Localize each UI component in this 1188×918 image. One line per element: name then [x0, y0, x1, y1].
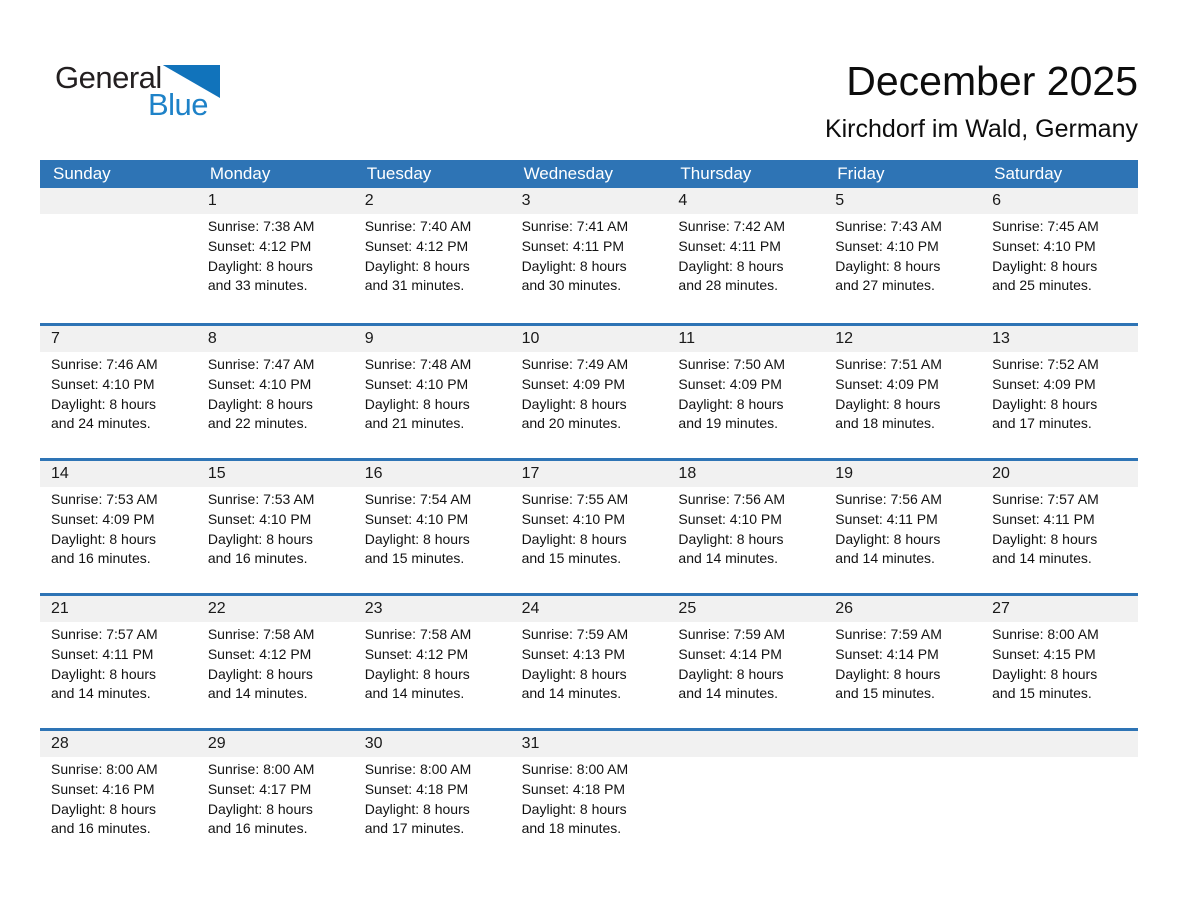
day-cell [981, 214, 1138, 306]
day-number: 28 [51, 735, 69, 752]
day-cell [197, 757, 354, 849]
sunset-text: Sunset: 4:09 PM [678, 375, 782, 392]
daylight-text-line2: and 15 minutes. [364, 550, 465, 567]
page-subtitle: Kirchdorf im Wald, Germany [824, 115, 1138, 143]
sunrise-text: Sunrise: 7:54 AM [364, 491, 472, 507]
sunset-text: Sunset: 4:12 PM [364, 237, 469, 254]
sunrise-text: Sunrise: 7:41 AM [521, 218, 629, 234]
day-details-row [40, 487, 1138, 579]
sunset-text: Sunset: 4:11 PM [521, 237, 625, 254]
day-number: 20 [992, 465, 1010, 482]
day-number: 1 [207, 192, 217, 209]
weekday-wednesday: Wednesday [523, 164, 614, 183]
day-cell [667, 214, 824, 306]
daylight-text-line1: Daylight: 8 hours [835, 530, 941, 547]
daylight-text-line2: and 24 minutes. [51, 415, 151, 432]
sunrise-text: Sunrise: 7:42 AM [678, 218, 786, 234]
week-row [40, 323, 1138, 458]
daylight-text-line1: Daylight: 8 hours [207, 257, 313, 274]
weekday-monday: Monday [209, 164, 271, 183]
day-cell [511, 622, 668, 714]
day-number: 25 [678, 600, 697, 617]
daylight-text-line2: and 16 minutes. [51, 550, 151, 567]
sunset-text: Sunset: 4:11 PM [51, 645, 154, 662]
sunrise-text: Sunrise: 7:46 AM [51, 356, 158, 372]
day-details-row [40, 352, 1138, 444]
sunrise-text: Sunrise: 7:56 AM [678, 491, 786, 507]
daylight-text-line2: and 16 minutes. [207, 820, 308, 837]
empty-day-cell [981, 757, 1138, 849]
daylight-text-line1: Daylight: 8 hours [51, 395, 157, 412]
sunset-text: Sunset: 4:12 PM [207, 237, 312, 254]
weekday-header-row [40, 160, 1138, 188]
day-number: 14 [51, 465, 69, 482]
day-number: 22 [207, 600, 226, 617]
daylight-text-line2: and 33 minutes. [207, 277, 308, 294]
day-number: 16 [364, 465, 383, 482]
day-details-row [40, 757, 1138, 849]
sunrise-text: Sunrise: 7:43 AM [835, 218, 942, 234]
day-number-band [40, 731, 1138, 757]
day-number: 8 [207, 330, 217, 347]
daylight-text-line1: Daylight: 8 hours [364, 665, 470, 682]
sunrise-text: Sunrise: 8:00 AM [51, 761, 158, 777]
sunset-text: Sunset: 4:09 PM [992, 375, 1096, 392]
day-cell [354, 352, 511, 444]
sunset-text: Sunset: 4:14 PM [678, 645, 782, 662]
empty-day-number [824, 731, 981, 757]
day-cell [981, 622, 1138, 714]
daylight-text-line1: Daylight: 8 hours [992, 395, 1098, 412]
day-number: 3 [521, 192, 531, 209]
day-cell [354, 214, 511, 306]
sunset-text: Sunset: 4:10 PM [51, 375, 155, 392]
sunset-text: Sunset: 4:09 PM [521, 375, 626, 392]
day-number: 15 [207, 465, 226, 482]
sunrise-text: Sunrise: 7:59 AM [678, 626, 786, 642]
daylight-text-line2: and 15 minutes. [835, 685, 935, 702]
day-cell [824, 352, 981, 444]
sunset-text: Sunset: 4:10 PM [992, 237, 1096, 254]
daylight-text-line1: Daylight: 8 hours [521, 530, 627, 547]
sunset-text: Sunset: 4:18 PM [521, 780, 626, 797]
sunrise-text: Sunrise: 7:49 AM [521, 356, 629, 372]
sunrise-text: Sunrise: 7:52 AM [992, 356, 1099, 372]
logo-text-blue: Blue [147, 87, 208, 122]
empty-day-number [667, 731, 824, 757]
day-cell [824, 487, 981, 579]
sunset-text: Sunset: 4:10 PM [364, 510, 469, 527]
daylight-text-line1: Daylight: 8 hours [207, 395, 313, 412]
daylight-text-line1: Daylight: 8 hours [992, 530, 1098, 547]
daylight-text-line2: and 28 minutes. [678, 277, 779, 294]
sunrise-text: Sunrise: 7:51 AM [835, 356, 942, 372]
sunset-text: Sunset: 4:09 PM [835, 375, 939, 392]
sunrise-text: Sunrise: 7:59 AM [835, 626, 942, 642]
daylight-text-line2: and 14 minutes. [678, 685, 779, 702]
day-number-band [40, 188, 1138, 214]
day-cell [667, 487, 824, 579]
empty-day-cell [40, 214, 197, 306]
sunrise-text: Sunrise: 8:00 AM [992, 626, 1099, 642]
daylight-text-line2: and 25 minutes. [992, 277, 1092, 294]
week-row [40, 188, 1138, 323]
daylight-text-line2: and 17 minutes. [364, 820, 465, 837]
daylight-text-line1: Daylight: 8 hours [51, 665, 157, 682]
sunset-text: Sunset: 4:12 PM [207, 645, 312, 662]
empty-day-cell [667, 757, 824, 849]
daylight-text-line1: Daylight: 8 hours [521, 800, 627, 817]
sunset-text: Sunset: 4:11 PM [678, 237, 781, 254]
day-cell [197, 622, 354, 714]
general-blue-logo [55, 60, 220, 122]
sunrise-text: Sunrise: 7:38 AM [207, 218, 315, 234]
sunrise-text: Sunrise: 7:58 AM [207, 626, 315, 642]
day-number: 2 [364, 192, 374, 209]
daylight-text-line1: Daylight: 8 hours [364, 800, 470, 817]
sunrise-text: Sunrise: 7:57 AM [992, 491, 1099, 507]
daylight-text-line2: and 14 minutes. [678, 550, 779, 567]
daylight-text-line1: Daylight: 8 hours [51, 530, 157, 547]
sunset-text: Sunset: 4:15 PM [992, 645, 1096, 662]
sunrise-text: Sunrise: 7:53 AM [207, 491, 315, 507]
daylight-text-line2: and 21 minutes. [364, 415, 465, 432]
day-number: 7 [51, 330, 60, 347]
sunrise-text: Sunrise: 7:47 AM [207, 356, 315, 372]
sunrise-text: Sunrise: 7:53 AM [51, 491, 158, 507]
daylight-text-line1: Daylight: 8 hours [678, 530, 784, 547]
day-cell [824, 622, 981, 714]
sunset-text: Sunset: 4:10 PM [364, 375, 469, 392]
day-number: 31 [521, 735, 540, 752]
weekday-tuesday: Tuesday [366, 164, 432, 183]
day-number: 27 [992, 600, 1010, 617]
sunset-text: Sunset: 4:12 PM [364, 645, 469, 662]
day-number: 10 [521, 330, 540, 347]
day-cell [511, 352, 668, 444]
day-number: 21 [51, 600, 69, 617]
daylight-text-line1: Daylight: 8 hours [521, 665, 627, 682]
day-number: 24 [521, 600, 540, 617]
daylight-text-line2: and 16 minutes. [207, 550, 308, 567]
sunset-text: Sunset: 4:18 PM [364, 780, 469, 797]
day-cell [511, 487, 668, 579]
week-row [40, 458, 1138, 593]
day-number: 26 [835, 600, 854, 617]
weekday-thursday: Thursday [680, 164, 752, 183]
sunset-text: Sunset: 4:16 PM [51, 780, 155, 797]
day-number: 12 [835, 330, 854, 347]
day-number: 9 [364, 330, 374, 347]
daylight-text-line1: Daylight: 8 hours [678, 395, 784, 412]
sunrise-text: Sunrise: 7:48 AM [364, 356, 472, 372]
page-title: December 2025 [846, 58, 1138, 104]
day-details-row [40, 214, 1138, 306]
day-cell [197, 214, 354, 306]
daylight-text-line1: Daylight: 8 hours [992, 665, 1098, 682]
weekday-friday: Friday [837, 164, 885, 183]
day-number-band [40, 326, 1138, 352]
daylight-text-line1: Daylight: 8 hours [835, 257, 941, 274]
sunrise-text: Sunrise: 8:00 AM [364, 761, 472, 777]
daylight-text-line1: Daylight: 8 hours [678, 665, 784, 682]
daylight-text-line1: Daylight: 8 hours [992, 257, 1098, 274]
day-number: 17 [521, 465, 540, 482]
day-cell [354, 757, 511, 849]
day-cell [40, 352, 197, 444]
daylight-text-line1: Daylight: 8 hours [207, 665, 313, 682]
daylight-text-line1: Daylight: 8 hours [364, 257, 470, 274]
daylight-text-line1: Daylight: 8 hours [364, 395, 470, 412]
daylight-text-line1: Daylight: 8 hours [835, 665, 941, 682]
sunset-text: Sunset: 4:13 PM [521, 645, 626, 662]
day-cell [667, 352, 824, 444]
daylight-text-line1: Daylight: 8 hours [364, 530, 470, 547]
logo-text-general: General [55, 60, 162, 95]
day-number: 4 [678, 192, 688, 209]
daylight-text-line2: and 14 minutes. [207, 685, 308, 702]
daylight-text-line2: and 19 minutes. [678, 415, 779, 432]
day-cell [40, 622, 197, 714]
daylight-text-line1: Daylight: 8 hours [521, 395, 627, 412]
daylight-text-line1: Daylight: 8 hours [207, 530, 313, 547]
sunset-text: Sunset: 4:17 PM [207, 780, 312, 797]
day-cell [354, 622, 511, 714]
title-block [825, 58, 1138, 146]
sunrise-text: Sunrise: 7:56 AM [835, 491, 942, 507]
sunrise-text: Sunrise: 7:59 AM [521, 626, 629, 642]
daylight-text-line1: Daylight: 8 hours [678, 257, 784, 274]
week-row [40, 593, 1138, 728]
sunset-text: Sunset: 4:10 PM [678, 510, 782, 527]
daylight-text-line1: Daylight: 8 hours [207, 800, 313, 817]
daylight-text-line1: Daylight: 8 hours [835, 395, 941, 412]
sunset-text: Sunset: 4:10 PM [207, 510, 312, 527]
day-number: 13 [992, 330, 1010, 347]
daylight-text-line2: and 14 minutes. [364, 685, 465, 702]
sunset-text: Sunset: 4:09 PM [51, 510, 155, 527]
day-number: 29 [207, 735, 226, 752]
day-number: 6 [992, 192, 1002, 209]
day-cell [824, 214, 981, 306]
sunrise-text: Sunrise: 7:50 AM [678, 356, 786, 372]
day-number: 5 [835, 192, 845, 209]
sunset-text: Sunset: 4:14 PM [835, 645, 939, 662]
daylight-text-line2: and 20 minutes. [521, 415, 622, 432]
daylight-text-line2: and 14 minutes. [992, 550, 1092, 567]
daylight-text-line2: and 27 minutes. [835, 277, 935, 294]
sunset-text: Sunset: 4:10 PM [207, 375, 312, 392]
weekday-sunday: Sunday [53, 164, 111, 183]
daylight-text-line2: and 22 minutes. [207, 415, 308, 432]
day-number-band [40, 461, 1138, 487]
sunrise-text: Sunrise: 7:57 AM [51, 626, 158, 642]
daylight-text-line2: and 18 minutes. [521, 820, 622, 837]
day-number: 19 [835, 465, 854, 482]
weeks-container [40, 188, 1138, 863]
day-cell [197, 352, 354, 444]
day-details-row [40, 622, 1138, 714]
day-cell [197, 487, 354, 579]
day-cell [667, 622, 824, 714]
empty-day-cell [824, 757, 981, 849]
day-number-band [40, 596, 1138, 622]
daylight-text-line2: and 14 minutes. [51, 685, 151, 702]
day-cell [354, 487, 511, 579]
empty-day-number [981, 731, 1138, 757]
daylight-text-line2: and 14 minutes. [521, 685, 622, 702]
sunrise-text: Sunrise: 8:00 AM [207, 761, 315, 777]
day-cell [981, 487, 1138, 579]
empty-day-number [40, 188, 197, 214]
day-number: 30 [364, 735, 383, 752]
day-cell [511, 757, 668, 849]
sunrise-text: Sunrise: 7:55 AM [521, 491, 629, 507]
sunset-text: Sunset: 4:10 PM [521, 510, 626, 527]
daylight-text-line1: Daylight: 8 hours [521, 257, 627, 274]
day-cell [40, 487, 197, 579]
daylight-text-line2: and 16 minutes. [51, 820, 151, 837]
sunrise-text: Sunrise: 7:40 AM [364, 218, 472, 234]
week-row [40, 728, 1138, 863]
daylight-text-line2: and 15 minutes. [521, 550, 622, 567]
daylight-text-line2: and 14 minutes. [835, 550, 935, 567]
day-number: 23 [364, 600, 383, 617]
sunrise-text: Sunrise: 7:45 AM [992, 218, 1099, 234]
daylight-text-line2: and 17 minutes. [992, 415, 1092, 432]
weekday-saturday: Saturday [994, 164, 1063, 183]
daylight-text-line2: and 31 minutes. [364, 277, 465, 294]
daylight-text-line2: and 15 minutes. [992, 685, 1092, 702]
day-number: 11 [678, 330, 696, 347]
day-number: 18 [678, 465, 697, 482]
day-cell [40, 757, 197, 849]
daylight-text-line1: Daylight: 8 hours [51, 800, 157, 817]
sunset-text: Sunset: 4:10 PM [835, 237, 939, 254]
sunset-text: Sunset: 4:11 PM [992, 510, 1095, 527]
sunrise-text: Sunrise: 8:00 AM [521, 761, 629, 777]
day-cell [981, 352, 1138, 444]
daylight-text-line2: and 18 minutes. [835, 415, 935, 432]
sunset-text: Sunset: 4:11 PM [835, 510, 938, 527]
daylight-text-line2: and 30 minutes. [521, 277, 622, 294]
sunrise-text: Sunrise: 7:58 AM [364, 626, 472, 642]
day-cell [511, 214, 668, 306]
calendar [40, 160, 1138, 863]
